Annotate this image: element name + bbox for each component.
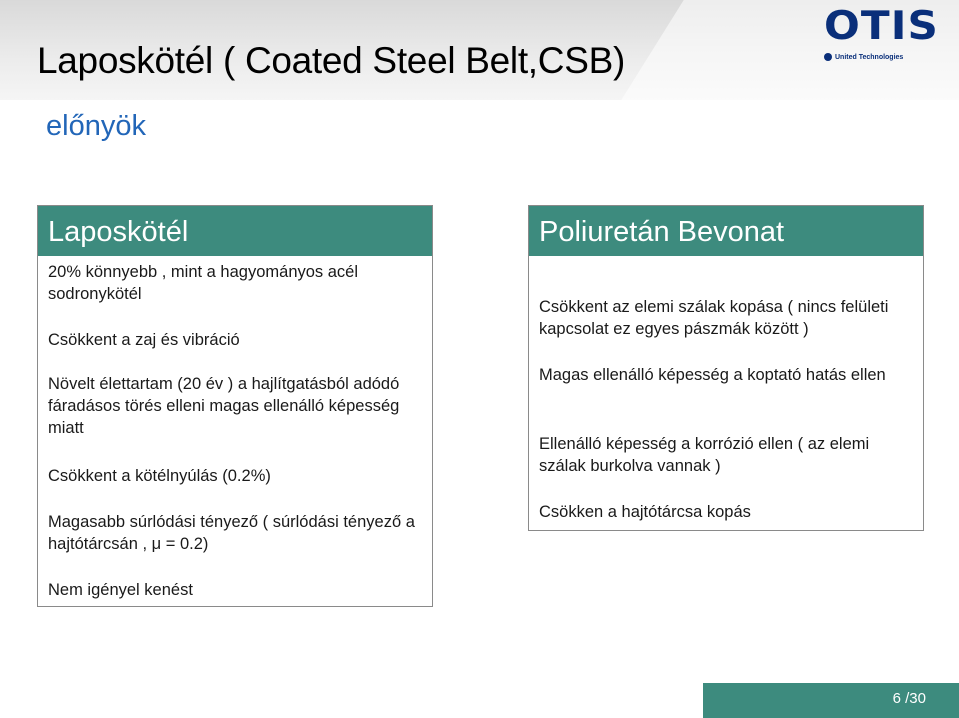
list-item: Nem igényel kenést bbox=[48, 581, 193, 599]
utc-emblem-icon bbox=[824, 53, 832, 61]
slide-title: Laposkötél ( Coated Steel Belt,CSB) bbox=[37, 40, 625, 81]
left-panel bbox=[37, 205, 433, 607]
list-item: Növelt élettartam (20 év ) a hajlítgatásból adódó fáradásos törés elleni magas ellenálló képesség miatt bbox=[48, 375, 400, 437]
page-number: 6 /30 bbox=[892, 690, 926, 707]
list-item: Csökkent a zaj és vibráció bbox=[48, 331, 240, 349]
logo-text: OTIS bbox=[824, 4, 939, 49]
otis-logo bbox=[812, 4, 939, 62]
list-item: Ellenálló képesség a korrózió ellen ( az elemi szálak burkolva vannak ) bbox=[539, 435, 870, 475]
list-item: Magasabb súrlódási tényező ( súrlódási tényező a hajtótárcsán , μ = 0.2) bbox=[48, 513, 415, 553]
logo-subtext-label: United Technologies bbox=[835, 53, 904, 61]
logo-subtext bbox=[824, 53, 903, 61]
list-item: 20% könnyebb , mint a hagyományos acél sodronykötél bbox=[48, 263, 359, 303]
left-panel-header: Laposkötél bbox=[38, 206, 432, 256]
list-item: Csökken a hajtótárcsa kopás bbox=[539, 503, 751, 521]
slide-subtitle: előnyök bbox=[46, 110, 146, 142]
list-item: Magas ellenálló képesség a koptató hatás ellen bbox=[539, 366, 886, 384]
right-panel bbox=[528, 205, 924, 531]
right-panel-header: Poliuretán Bevonat bbox=[529, 206, 923, 256]
list-item: Csökkent a kötélnyúlás (0.2%) bbox=[48, 467, 271, 485]
list-item: Csökkent az elemi szálak kopása ( nincs felületi kapcsolat ez egyes pászmák között ) bbox=[539, 298, 889, 338]
